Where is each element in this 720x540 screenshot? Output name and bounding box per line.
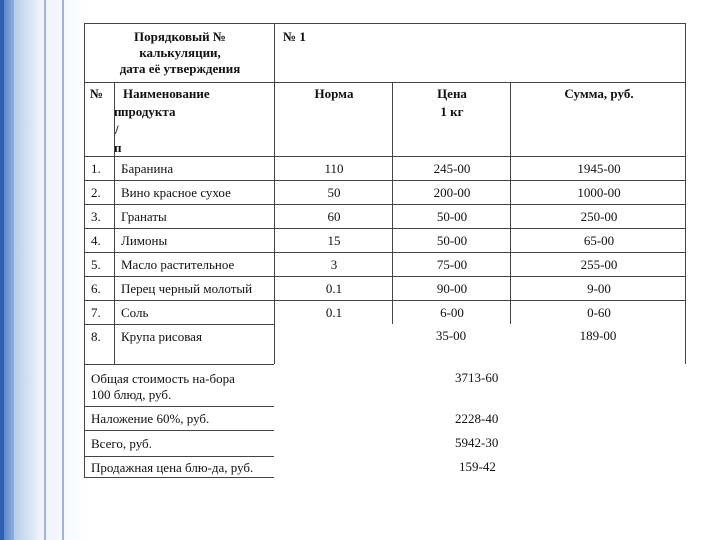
sum-value: 255-00 [580,257,618,272]
table-row-name [114,324,274,364]
col-header-text: № [90,86,104,101]
table-row-name [114,276,274,300]
norm-value: 3 [330,257,338,272]
table-row-num [84,204,114,228]
row-num: 1. [91,161,101,176]
summary-value: 159-42 [459,459,496,474]
summary-label: Наложение 60%, руб. [91,411,210,426]
summary-label-cell [84,456,274,478]
summary-label-cell [84,364,274,406]
table-row-num [84,156,114,180]
product-name: Вино красное сухое [121,185,231,200]
table-row-norm [274,300,392,324]
table-row-sum [510,204,686,228]
table-row-num [84,252,114,276]
summary-value: 5942-30 [455,435,499,450]
row-num: 8. [91,329,101,344]
summary-label: 100 блюд, руб. [91,387,172,402]
norm-value: 0.1 [325,305,343,320]
table-row-name [114,252,274,276]
table-row-sum [510,180,686,204]
col-header-text: Норма [314,86,354,101]
sum-value: 250-00 [580,209,618,224]
table-row-name [114,300,274,324]
product-name: Гранаты [121,209,167,224]
row-num: 4. [91,233,101,248]
norm-value: 50 [327,185,341,200]
table-row-price [392,204,510,228]
table-row-sum [510,300,686,324]
table-row-num [84,180,114,204]
table-row-name [114,180,274,204]
summary-label-cell [84,430,274,456]
product-name: Лимоны [121,233,168,248]
price-value: 6-00 [440,305,464,320]
table-row-norm [274,204,392,228]
table-row-price [392,252,510,276]
col-header-norm [274,82,392,156]
table-row-name [114,156,274,180]
sum-value: 1000-00 [577,185,621,200]
sum-value: 65-00 [583,233,615,248]
price-value: 245-00 [433,161,471,176]
table-row-sum [510,276,686,300]
calc-title-line: калькуляции, [139,45,221,60]
product-name: Баранина [121,161,174,176]
product-name: Соль [121,305,149,320]
row-num: 5. [91,257,101,272]
table-row-num [84,324,114,364]
table-row-sum [510,252,686,276]
col-header-text: продукта [121,104,176,119]
product-name: Масло растительное [121,257,235,272]
table-row-sum [510,156,686,180]
table-row-price [392,324,510,364]
col-header-text: п [114,104,122,119]
summary-label: Продажная цена блю-да, руб. [91,460,254,475]
table-row-price [392,180,510,204]
table-row-num [84,276,114,300]
price-value: 50-00 [436,233,468,248]
row-num: 3. [91,209,101,224]
sum-value: 1945-00 [577,161,621,176]
table-row-price [392,156,510,180]
calc-title-line: Порядковый № [134,29,226,44]
product-name: Перец черный молотый [121,281,253,296]
summary-label-cell [84,406,274,430]
table-row-sum [510,324,686,364]
col-header-num [84,82,122,156]
price-value: 75-00 [436,257,468,272]
norm-value: 110 [324,161,344,176]
norm-value: 0.1 [325,281,343,296]
col-header-text: / [115,122,119,137]
col-header-text: Наименование [123,86,210,101]
row-num: 2. [91,185,101,200]
col-header-text: Сумма, руб. [564,86,634,101]
norm-value: 60 [327,209,341,224]
table-row-sum [510,228,686,252]
calc-number: № 1 [283,29,306,44]
table-row-norm [274,252,392,276]
table-row-num [84,228,114,252]
table-row-norm [274,324,392,364]
calc-number-cell [274,23,686,82]
summary-value: 2228-40 [455,411,499,426]
table-row-norm [274,180,392,204]
col-header-text: Цена [437,86,467,101]
table-row-price [392,300,510,324]
table-row-price [392,228,510,252]
summary-label: Всего, руб. [91,436,152,451]
sum-value: 0-60 [587,305,611,320]
sum-value: 9-00 [587,281,611,296]
summary-label: Общая стоимость на-бора [91,371,235,386]
sum-value: 189-00 [579,328,617,343]
table-row-name [114,228,274,252]
summary-value: 3713-60 [455,370,499,385]
calc-title-line: дата её утверждения [119,61,241,76]
table-row-name [114,204,274,228]
col-header-sum [510,82,686,156]
price-value: 50-00 [436,209,468,224]
col-header-text: 1 кг [440,104,464,119]
table-row-norm [274,156,392,180]
price-value: 35-00 [435,328,467,343]
row-num: 7. [91,305,101,320]
calc-title-cell [84,23,274,82]
table-row-norm [274,228,392,252]
col-header-text: п [114,140,122,155]
table-row-num [84,300,114,324]
col-header-name [114,82,274,156]
col-header-price [392,82,510,156]
price-value: 90-00 [436,281,468,296]
norm-value: 15 [327,233,341,248]
product-name: Крупа рисовая [121,329,202,344]
table-row-norm [274,276,392,300]
price-value: 200-00 [433,185,471,200]
row-num: 6. [91,281,101,296]
table-row-price [392,276,510,300]
